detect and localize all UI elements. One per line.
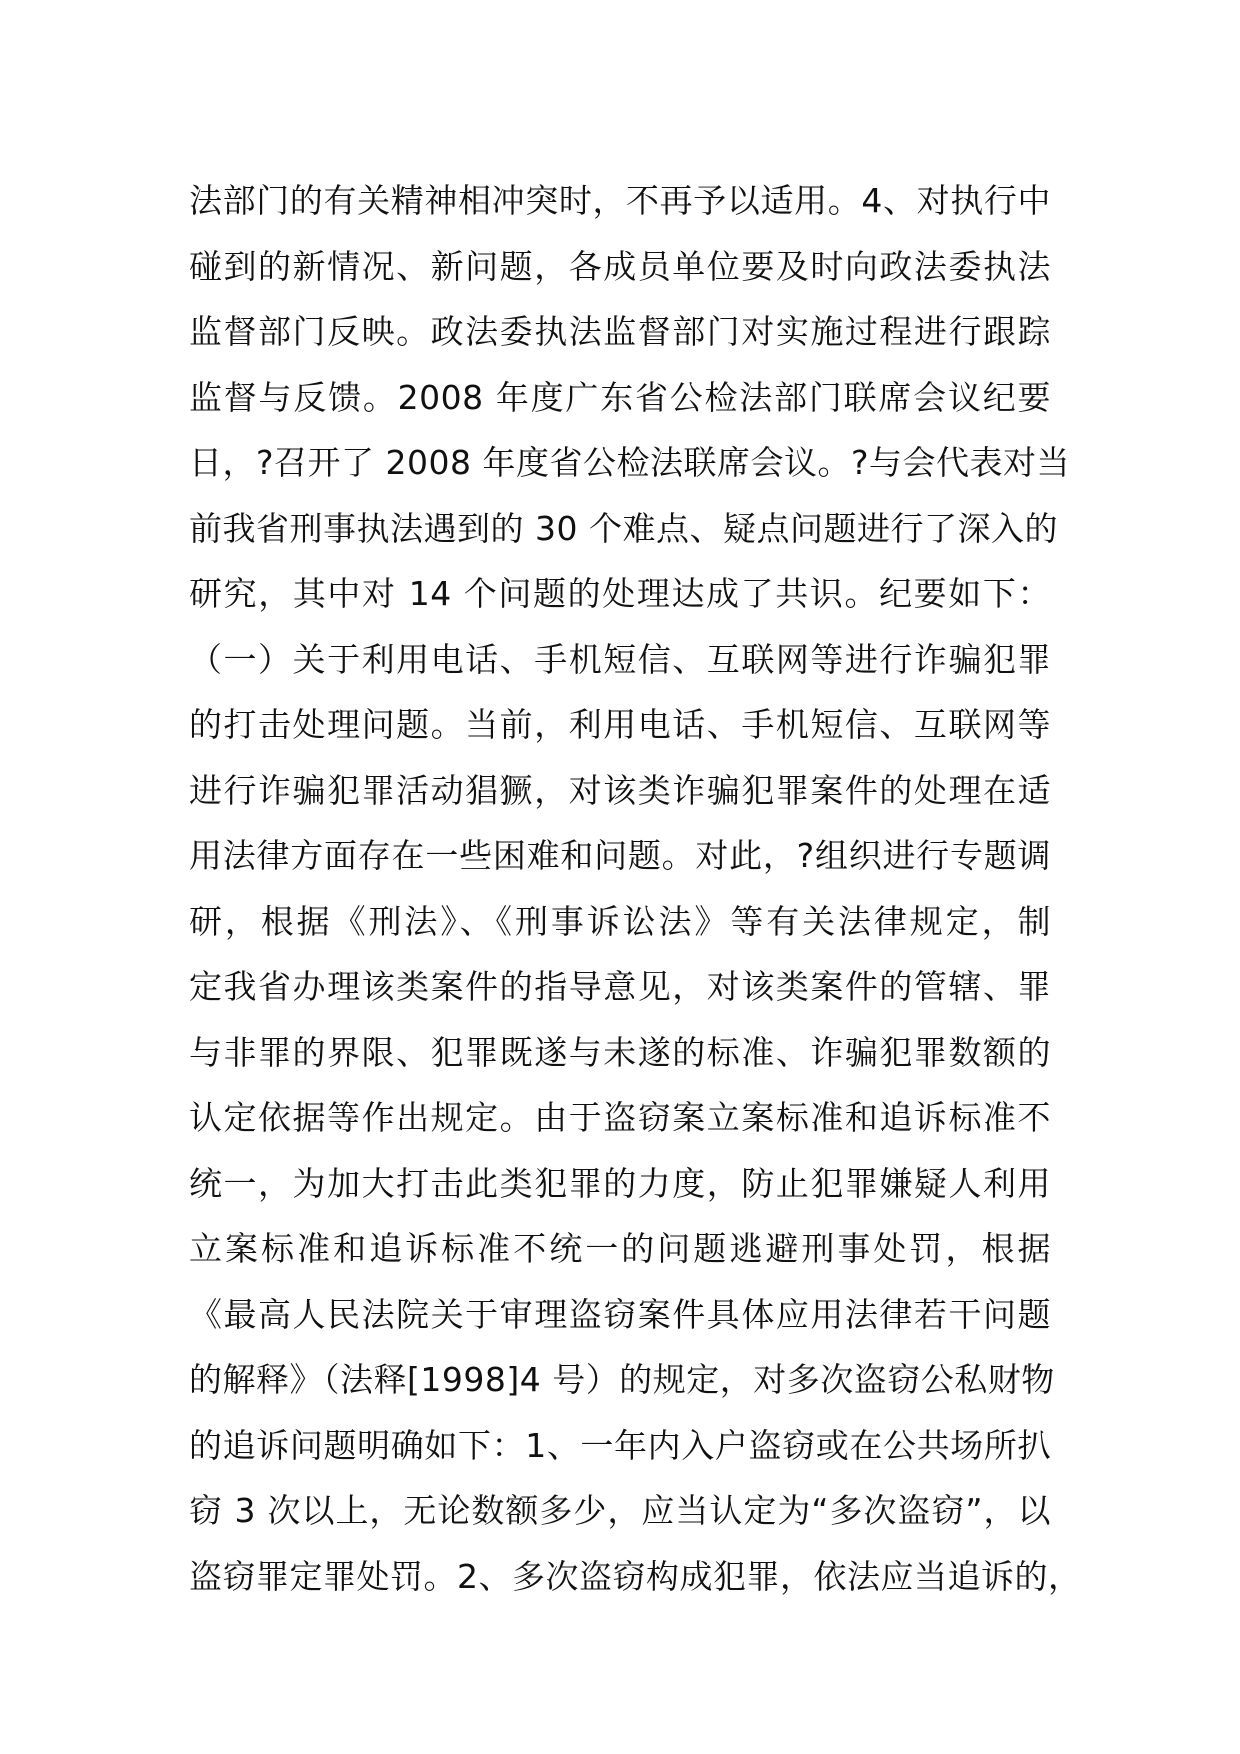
text-line: 碰到的新情况、新问题，各成员单位要及时向政法委执法 (189, 246, 1051, 286)
body-text (189, 168, 1082, 1609)
text-line: 定我省办理该类案件的指导意见，对该类案件的管辖、罪 (189, 967, 1051, 1006)
text-line: 的解释》（法释[1998]4 号）的规定，对多次盗窃公私财物 (189, 1360, 1055, 1399)
text-line: 用法律方面存在一些困难和问题。对此，?组织进行专题调 (189, 836, 1051, 875)
text-line: 进行诈骗犯罪活动猖獗，对该类诈骗犯罪案件的处理在适 (189, 770, 1051, 810)
text-line: 监督部门反映。政法委执法监督部门对实施过程进行跟踪 (189, 312, 1051, 351)
text-line: 前我省刑事执法遇到的 30 个难点、疑点问题进行了深入的 (189, 508, 1058, 548)
text-line: 的打击处理问题。当前，利用电话、手机短信、互联网等 (189, 705, 1051, 744)
text-line: 立案标准和追诉标准不统一的问题逃避刑事处罚，根据 (189, 1229, 1051, 1268)
text-line: 认定依据等作出规定。由于盗窃案立案标准和追诉标准不 (189, 1098, 1051, 1137)
text-line: （一）关于利用电话、手机短信、互联网等进行诈骗犯罪 (189, 639, 1051, 679)
text-line: 日，?召开了 2008 年度省公检法联席会议。?与会代表对当 (189, 443, 1070, 482)
text-line: 与非罪的界限、犯罪既遂与未遂的标准、诈骗犯罪数额的 (189, 1032, 1051, 1072)
text-line: 法部门的有关精神相冲突时，不再予以适用。4、对执行中 (189, 181, 1051, 220)
text-line: 研，根据《刑法》、《刑事诉讼法》等有关法律规定，制 (189, 901, 1051, 941)
text-line: 《最高人民法院关于审理盗窃案件具体应用法律若干问题 (189, 1294, 1051, 1334)
text-line: 监督与反馈。2008 年度广东省公检法部门联席会议纪要 (189, 377, 1051, 417)
text-line: 统一，为加大打击此类犯罪的力度，防止犯罪嫌疑人利用 (189, 1163, 1051, 1203)
text-line: 窃 3 次以上，无论数额多少，应当认定为“多次盗窃”，以 (189, 1491, 1051, 1530)
text-line: 盗窃罪定罪处罚。2、多次盗窃构成犯罪，依法应当追诉的， (189, 1556, 1082, 1596)
text-line: 研究，其中对 14 个问题的处理达成了共识。纪要如下： (189, 574, 1051, 613)
text-line: 的追诉问题明确如下：1、一年内入户盗窃或在公共场所扒 (189, 1425, 1051, 1465)
